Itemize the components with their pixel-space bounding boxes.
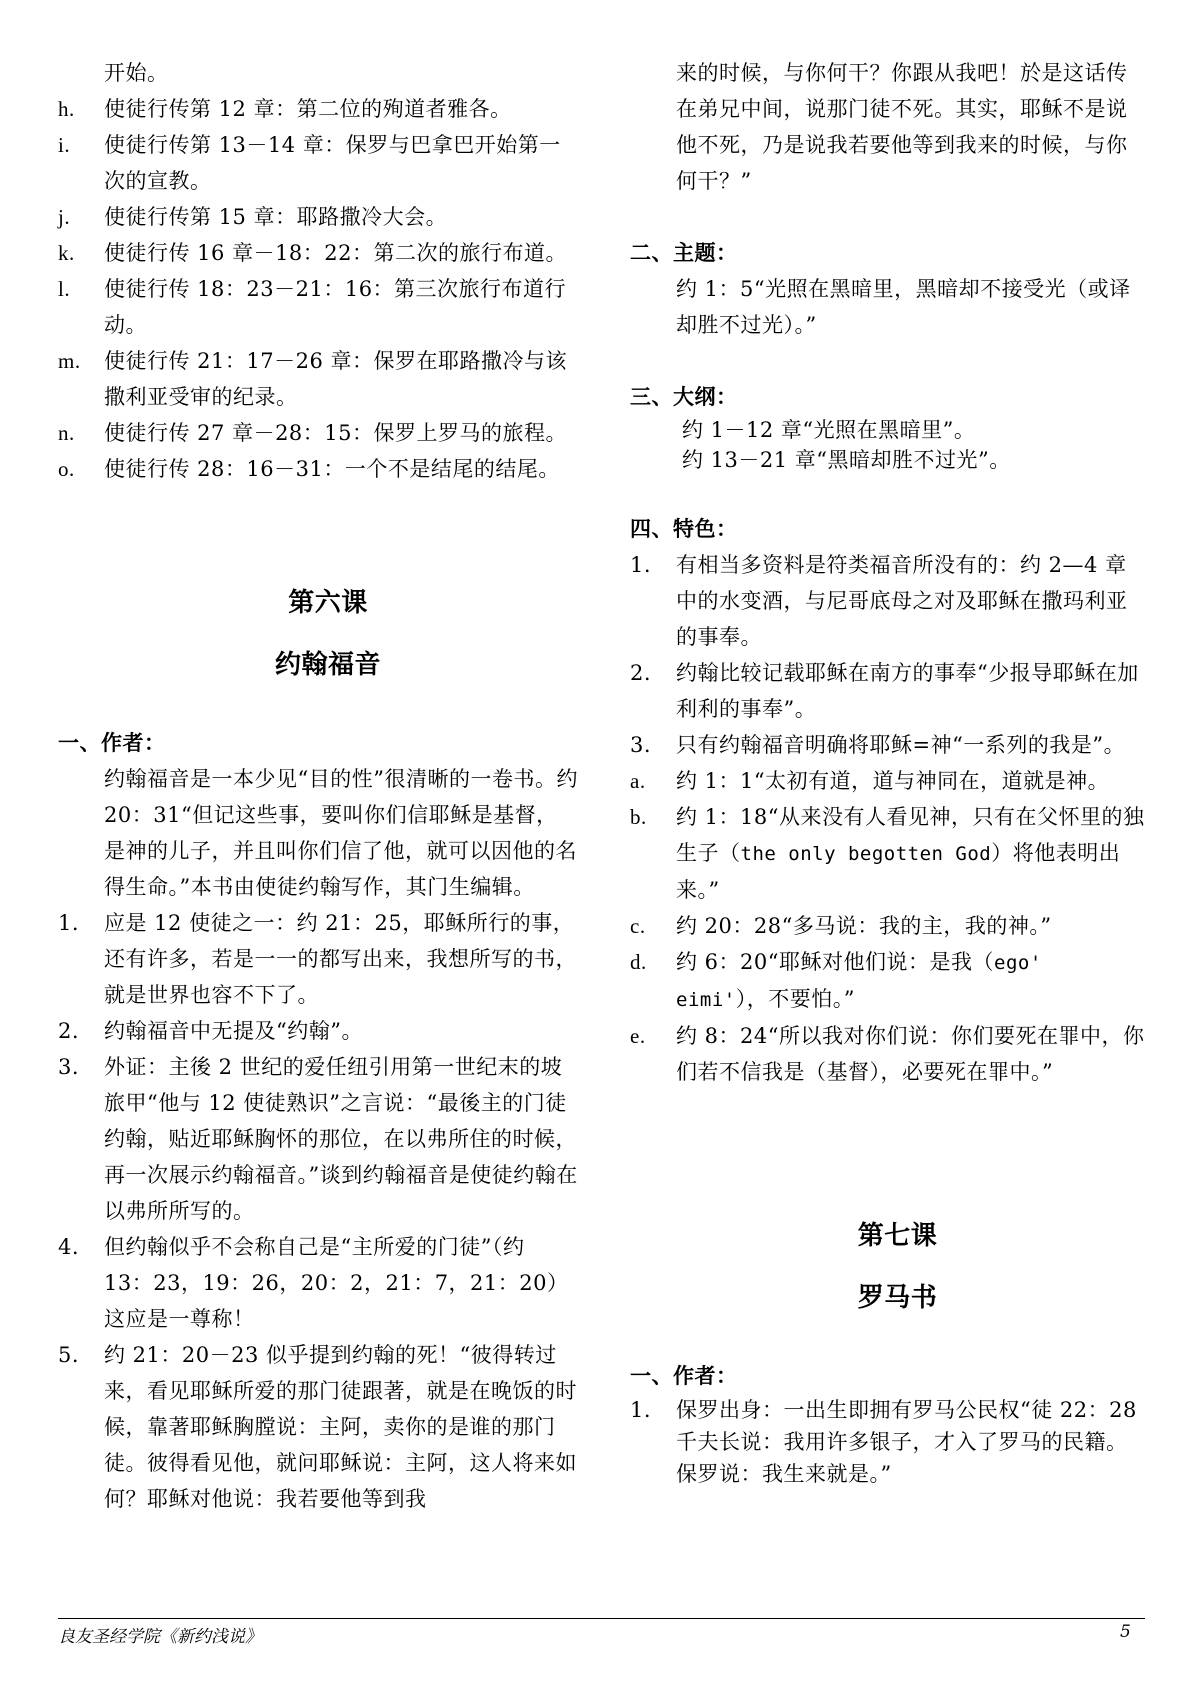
paragraph: 约 1：5“光照在黑暗里，黑暗却不接受光（或译却胜不过光）。” [676,277,1131,337]
list-item: 1. 应是 12 使徒之一：约 21：25，耶稣所行的事，还有许多，若是一一的都写出来，我想所写的书，就是世界也容不下了。 [58,911,577,1007]
list-item: o. 使徒行传 28：16－31：一个不是结尾的结尾。 [58,457,560,481]
list-item: i. 使徒行传第 13－14 章：保罗与巴拿巴开始第一次的宣教。 [58,133,561,193]
continued-text: 开始。 [104,61,169,85]
lesson-title: 第六课 [288,588,368,618]
list-item: 3. 只有约翰福音明确将耶稣=神“一系列的我是”。 [630,733,1126,757]
lesson-title: 第七课 [857,1221,938,1251]
list-item: j. 使徒行传第 15 章：耶路撒冷大会。 [58,205,448,229]
list-item: 2. 约翰比较记载耶稣在南方的事奉“少报导耶稣在加利利的事奉”。 [630,661,1139,721]
list-item: n. 使徒行传 27 章－28：15：保罗上罗马的旅程。 [58,421,568,445]
list-item: m. 使徒行传 21：17－26 章：保罗在耶路撒冷与该撒利亚受审的纪录。 [58,349,568,409]
list-item: 1. 保罗出身：一出生即拥有罗马公民权“徒 22：28 千夫长说：我用许多银子，才入了罗马的民籍。保罗说：我生来就是。” [630,1398,1137,1486]
outline-line: 约 1－12 章“光照在黑暗里”。 [682,418,976,442]
list-item: a. 约 1：1“太初有道，道与神同在，道就是神。 [630,769,1110,793]
right-column [630,55,1145,1490]
list-item: b. 约 1：18“从来没有人看见神，只有在父怀里的独生子（the only begotten God）将他表明出来。” [630,805,1145,902]
section-heading: 四、特色： [630,516,738,541]
outline-line: 约 13－21 章“黑暗却胜不过光”。 [682,448,1011,472]
list-item: d. 约 6：20“耶稣对他们说：是我（ego' eimi'），不要怕。” [630,950,1042,1011]
lesson-subtitle: 罗马书 [857,1283,938,1313]
section-heading: 二、主题： [630,240,738,265]
list-item: k. 使徒行传 16 章－18：22：第二次的旅行布道。 [58,241,568,265]
paragraph: 约翰福音是一本少见“目的性”很清晰的一卷书。约 20：31“但记这些事，要叫你们信耶稣是基督，是神的儿子，并且叫你们信了他，就可以因他的名得生命。”本书由使徒约翰写作，其门生编辑。 [104,767,578,899]
section-heading: 一、作者： [58,730,166,755]
list-item: h. 使徒行传第 12 章：第二位的殉道者雅各。 [58,97,512,121]
list-item: 5. 约 21：20－23 似乎提到约翰的死！“彼得转过来，看见耶稣所爱的那门徒跟著，就是在晚饭的时候，靠著耶稣胸膛说：主阿，卖你的是谁的那门徒。彼得看见他，就问耶稣说：主阿，这人将来如何？耶稣对他说：我若要他等到我 [58,1343,577,1511]
continued-text: 来的时候，与你何干？你跟从我吧！於是这话传在弟兄中间，说那门徒不死。其实，耶稣不是说他不死，乃是说我若要他等到我来的时候，与你何干？” [676,61,1128,193]
section-heading: 一、作者： [630,1363,738,1388]
list-item: c. 约 20：28“多马说：我的主，我的神。” [630,914,1052,938]
list-item: l. 使徒行传 18：23－21：16：第三次旅行布道行动。 [58,277,567,337]
lesson-subtitle: 约翰福音 [274,650,381,680]
list-item: e. 约 8：24“所以我对你们说：你们要死在罪中，你们若不信我是（基督），必要死在罪中。” [630,1024,1145,1084]
footer-divider [58,1618,1145,1619]
page-number: 5 [1120,1622,1131,1642]
left-column [58,55,578,1517]
list-item: 2. 约翰福音中无提及“约翰”。 [58,1019,363,1043]
list-item: 3. 外证：主後 2 世纪的爱任纽引用第一世纪末的坡旅甲“他与 12 使徒熟识”之言说：“最後主的门徒约翰，贴近耶稣胸怀的那位，在以弗所住的时候，再一次展示约翰福音。”谈到约翰福音是使徒约翰在以弗所所写的。 [58,1055,578,1223]
footer-title: 良友圣经学院《新约浅说》 [58,1627,262,1647]
section-heading: 三、大纲： [630,384,738,409]
list-item: 4. 但约翰似乎不会称自己是“主所爱的门徒”（约 13：23，19：26，20：2，21：7，21：20）这应是一尊称！ [58,1235,569,1331]
list-item: 1. 有相当多资料是符类福音所没有的：约 2—4 章中的水变酒，与尼哥底母之对及耶稣在撒玛利亚的事奉。 [630,553,1128,649]
